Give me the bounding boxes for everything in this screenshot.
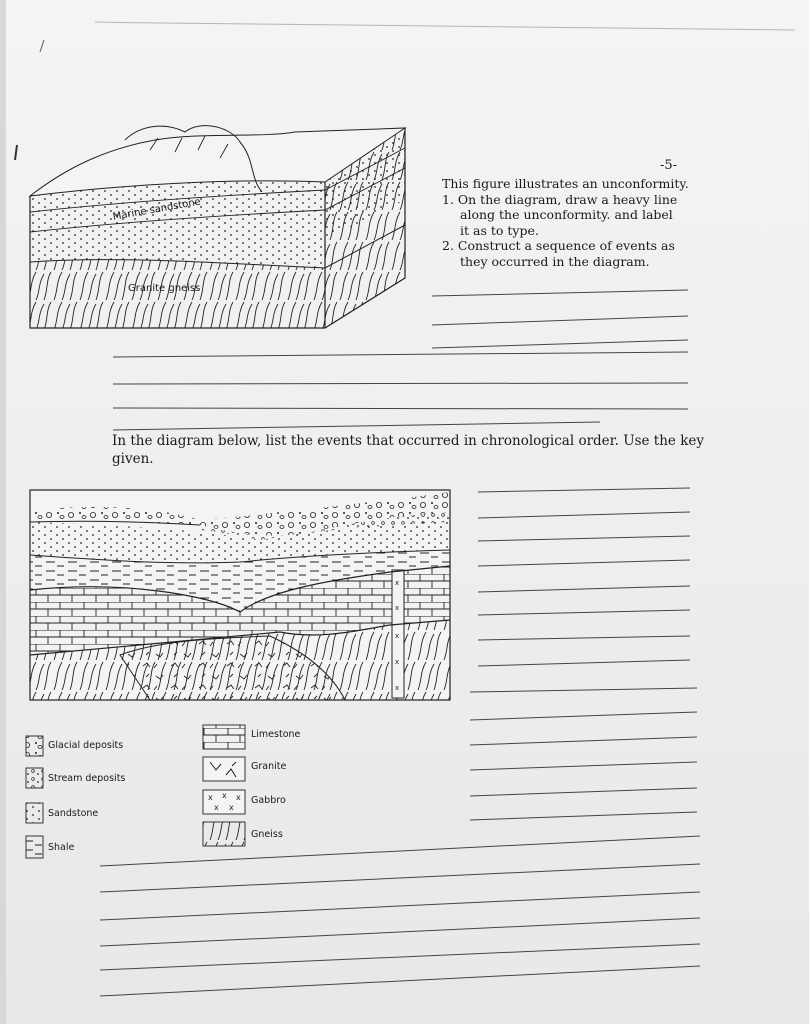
q1-line-5: 2. Construct a sequence of events as [442,238,675,253]
answer-lines-q2-bottom [100,836,700,996]
q1-line-1: This figure illustrates an unconformity. [442,176,689,191]
answer-lines-q1-right [432,290,688,348]
marine-sandstone-label: Marine sandstone [112,196,202,223]
q1-line-3: along the unconformity. and label [460,207,673,222]
answer-lines-q2-right [470,488,697,820]
question1-instructions [442,176,689,269]
svg-text:x: x [222,791,227,800]
key-label-granite: Granite [251,761,287,772]
key-label-shale: Shale [48,842,75,853]
key-label-glacial: Glacial deposits [48,740,124,751]
q2-line-1: In the diagram below, list the events that occurred in chronological order. Use the key [112,433,704,449]
glacial-swatch [26,736,43,756]
shale-swatch [26,836,43,858]
key-label-limestone: Limestone [251,729,301,740]
gneiss-swatch [203,822,245,846]
sandstone-swatch [26,803,43,823]
page-number: -5- [660,158,678,173]
question2-prompt [112,432,704,468]
svg-text:x: x [395,684,400,692]
unconformity-block-diagram [30,126,405,328]
key-label-gneiss: Gneiss [251,829,283,840]
svg-text:x: x [395,579,400,587]
svg-text:x: x [236,793,241,802]
q1-line-4: it as to type. [460,222,539,238]
svg-text:x: x [395,658,400,666]
svg-text:x: x [214,803,219,812]
stream-swatch [26,768,43,788]
key-label-gabbro: Gabbro [251,795,286,806]
granite-swatch [203,757,245,781]
limestone-swatch [203,725,245,749]
cross-section-diagram [30,490,450,700]
svg-text:x: x [208,793,213,802]
q1-line-6: they occurred in the diagram. [460,253,650,269]
svg-text:x: x [395,632,400,640]
answer-lines-q1-full [113,352,688,430]
key-label-sandstone: Sandstone [48,808,99,819]
key-label-stream: Stream deposits [48,773,126,784]
granite-gneiss-label: Granite gneiss [128,283,201,294]
svg-text:x: x [395,604,400,612]
svg-text:x: x [229,803,234,812]
q2-line-2: given. [112,451,154,467]
q1-line-2: 1. On the diagram, draw a heavy line [442,191,678,207]
